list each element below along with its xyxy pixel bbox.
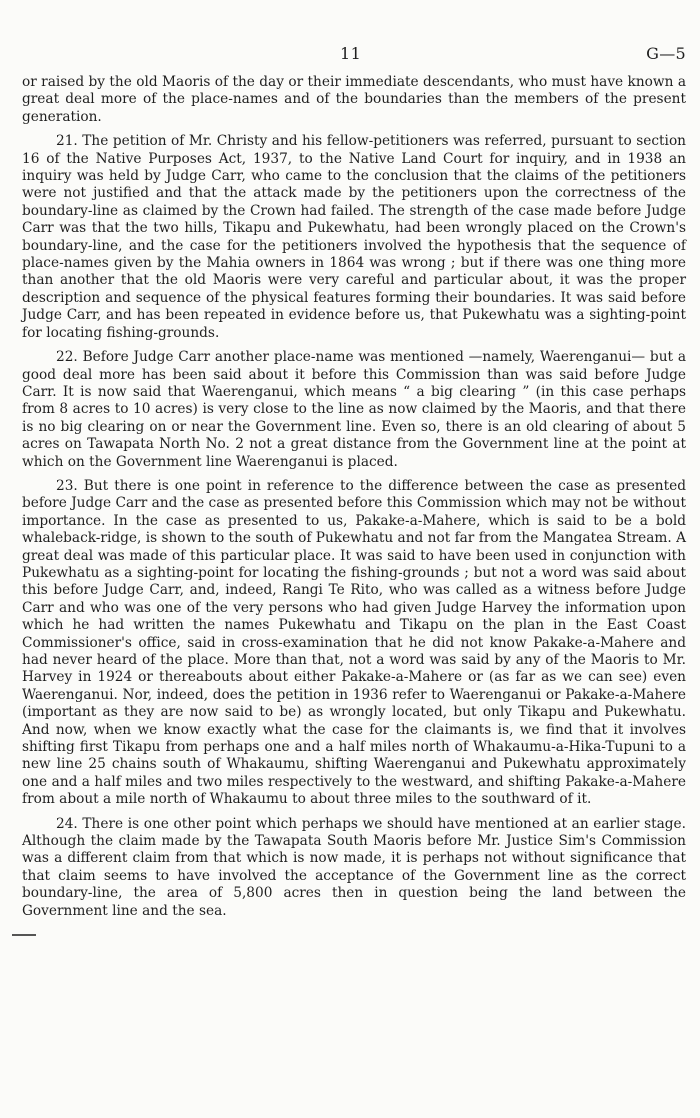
paragraph-continuation: or raised by the old Maoris of the day or their immediate descendants, who must have known a great deal more of the place-names and of the boundaries than the members of the present generation. [22,74,686,125]
margin-mark [12,934,36,936]
document-page [22,44,686,927]
paragraph-22: 22. Before Judge Carr another place-name was mentioned —namely, Waerenganui— but a good deal more has been said about it before this Commission than was said before Judge Carr. It is now said that Waerenganui, which means “ a big clearing ” (in this case perhaps from 8 acres to 10 acres) is very close to the line as now claimed by the Maoris, and that there is no big clearing on or near the Government line. Even so, there is an old clearing of about 5 acres on Tawapata North No. 2 not a great distance from the Government line at the point at which on the Government line Waerenganui is placed. [22,349,686,470]
page-number: 11 [340,44,362,63]
page-header [22,44,686,74]
paragraph-23: 23. But there is one point in reference to the difference between the case as presented before Judge Carr and the case as presented before this Commission which may not be without importance. In the case as presented to us, Pakake-a-Mahere, which is said to be a bold whaleback-ridge, is shown to the south of Pukewhatu and not far from the Mangatea Stream. A great deal was made of this particular place. It was said to have been used in conjunction with Pukewhatu as a sighting-point for locating the fishing-grounds ; but not a word was said about this before Judge Carr, and, indeed, Rangi Te Rito, who was called as a witness before Judge Carr and who was one of the very persons who had given Judge Harvey the information upon which he had written the names Pukewhatu and Tikapu on the plan in the East Coast Commissioner's office, said in cross-examination that he did not know Pakake-a-Mahere and had never heard of the place. More than that, not a word was said by any of the Maoris to Mr. Harvey in 1924 or thereabouts about either Pakake-a-Mahere or (as far as we can see) even Waerenganui. Nor, indeed, does the petition in 1936 refer to Waerenganui or Pakake-a-Mahere (important as they are now said to be) as wrongly located, but only Tikapu and Pukewhatu. And now, when we know exactly what the case for the claimants is, we find that it involves shifting first Tikapu from perhaps one and a half miles north of Whakaumu-a-Hika-Tupuni to a new line 25 chains south of Whakaumu, shifting Waerenganui and Pukewhatu approximately one and a half miles and two miles respectively to the westward, and shifting Pakake-a-Mahere from about a mile north of Whakaumu to about three miles to the southward of it. [22,477,686,808]
paragraph-24: 24. There is one other point which perhaps we should have mentioned at an earlier stage. Although the claim made by the Tawapata South Maoris before Mr. Justice Sim's Commission was a different claim from that which is now made, it is perhaps not without significance that that claim seems to have involved the acceptance of the Government line as the correct boundary-line, the area of 5,800 acres then in question being the land between the Government line and the sea. [22,815,686,919]
paragraph-21: 21. The petition of Mr. Christy and his fellow-petitioners was referred, pursuant to section 16 of the Native Purposes Act, 1937, to the Native Land Court for inquiry, and in 1938 an inquiry was held by Judge Carr, who came to the conclusion that the claims of the petitioners were not justified and that the attack made by the petitioners upon the correctness of the boundary-line as claimed by the Crown had failed. The strength of the case made before Judge Carr was that the two hills, Tikapu and Pukewhatu, had been wrongly placed on the Crown's boundary-line, and the case for the petitioners involved the hypothesis that the sequence of place-names given by the Mahia owners in 1864 was wrong ; but if there was one thing more than another that the old Maoris were very careful and particular about, it was the proper description and sequence of the physical features forming their boundaries. It was said before Judge Carr, and has been repeated in evidence before us, that Pukewhatu was a sighting-point for locating fishing-grounds. [22,133,686,341]
body-text [22,74,686,920]
document-reference: G—5 [646,44,686,63]
